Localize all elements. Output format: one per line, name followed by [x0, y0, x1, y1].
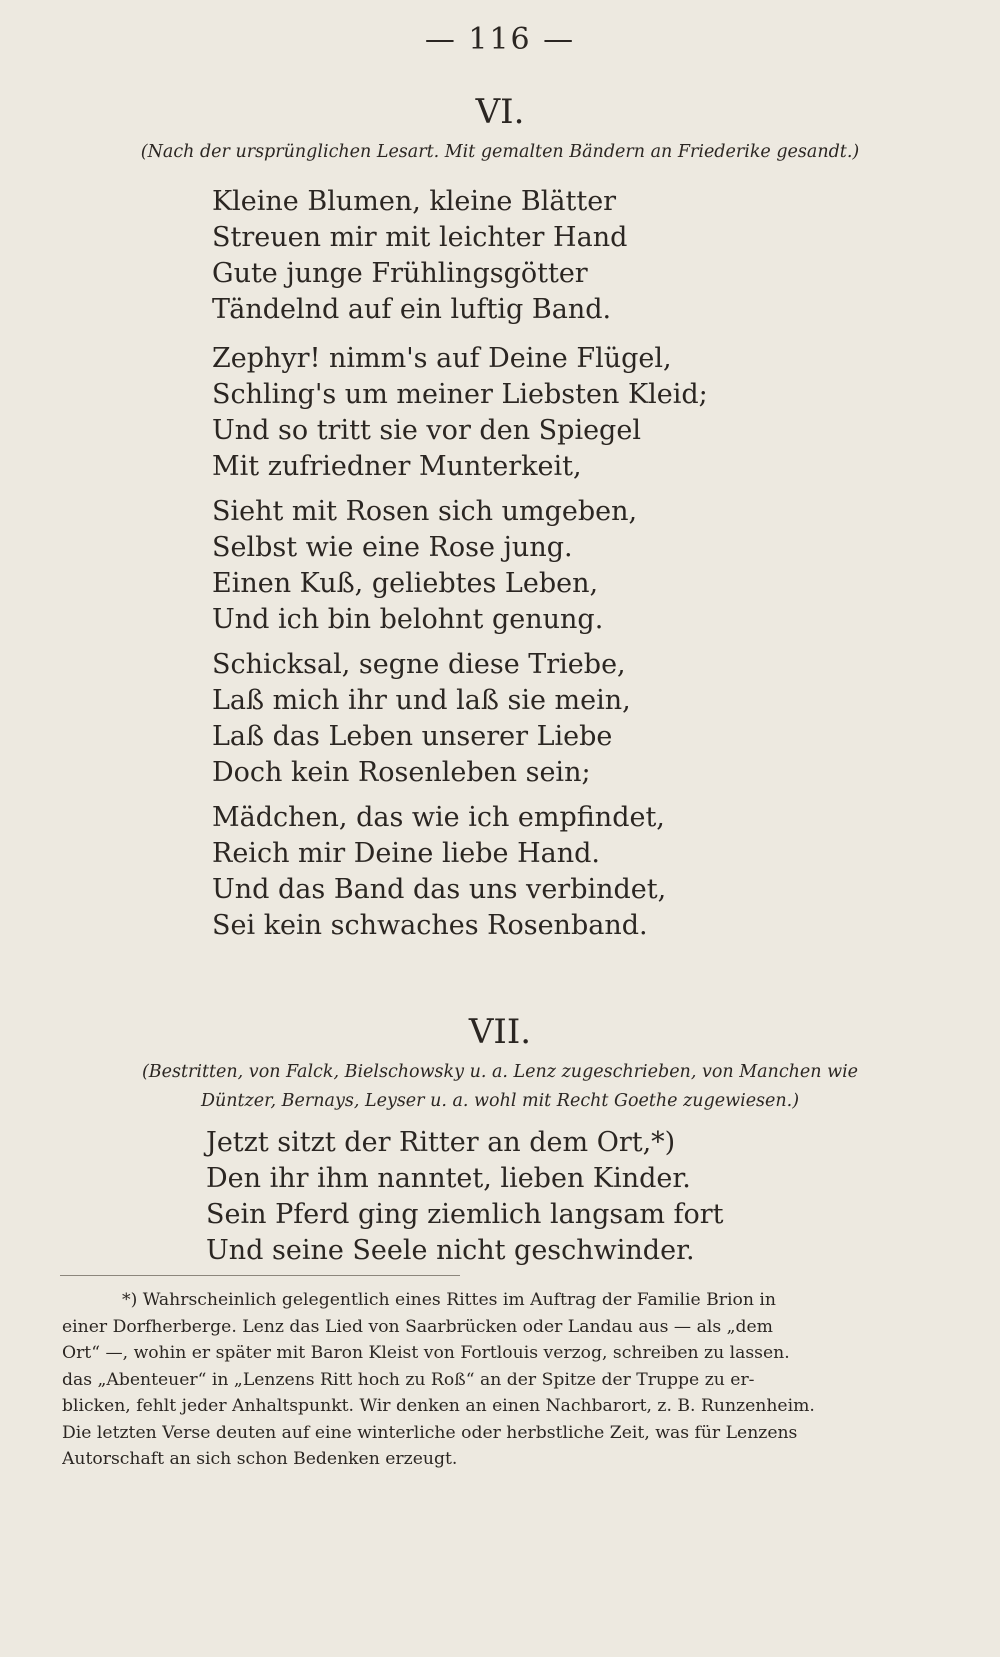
- verse-line: Sieht mit Rosen sich umgeben,: [212, 496, 638, 527]
- verse-line: Sei kein schwaches Rosenband.: [212, 910, 648, 941]
- verse-line: Sein Pferd ging ziemlich langsam fort: [206, 1199, 724, 1230]
- footnote-line: blicken, fehlt jeder Anhaltspunkt. Wir denken an einen Nachbarort, z. B. Runzenheim.: [62, 1396, 815, 1416]
- verse-line: Einen Kuß, geliebtes Leben,: [212, 568, 599, 599]
- verse-line: Streuen mir mit leichter Hand: [212, 222, 628, 253]
- verse-line: Zephyr! nimm's auf Deine Flügel,: [212, 343, 672, 374]
- footnote-divider: [60, 1275, 460, 1276]
- stanza-4: [212, 647, 912, 791]
- verse-line: Und ich bin belohnt genung.: [212, 604, 604, 635]
- section-note-vi: (Nach der ursprünglichen Lesart. Mit gemalten Bändern an Friederike gesandt.): [140, 142, 860, 162]
- stanza-vii: [206, 1125, 906, 1269]
- verse-line: Tändelnd auf ein luftig Band.: [212, 294, 612, 325]
- page-number: — 116 —: [424, 22, 576, 57]
- footnote-line: das „Abenteuer“ in „Lenzens Ritt hoch zu Roß“ an der Spitze der Truppe zu er-: [62, 1369, 755, 1390]
- section-note-vii-line1: (Bestritten, von Falck, Bielschowsky u. a. Lenz zugeschrieben, von Manchen wie: [141, 1062, 859, 1082]
- footnote-line: Ort“ —, wohin er später mit Baron Kleist von Fortlouis verzog, schreiben zu lassen.: [62, 1343, 790, 1363]
- verse-line: Und das Band das uns verbindet,: [212, 874, 667, 905]
- verse-line: Doch kein Rosenleben sein;: [212, 757, 591, 788]
- verse-line: Und seine Seele nicht geschwinder.: [206, 1235, 695, 1266]
- footnote: [62, 1287, 892, 1473]
- section-heading-vi: VI.: [475, 92, 525, 132]
- footnote-line: Autorschaft an sich schon Bedenken erzeugt.: [62, 1449, 458, 1469]
- footnote-line: einer Dorfherberge. Lenz das Lied von Saarbrücken oder Landau aus — als „dem: [62, 1316, 773, 1337]
- stanza-3: [212, 494, 912, 638]
- verse-line: Kleine Blumen, kleine Blätter: [212, 186, 617, 217]
- footnote-line: *) Wahrscheinlich gelegentlich eines Rittes im Auftrag der Familie Brion in: [122, 1290, 776, 1310]
- stanza-5: [212, 800, 912, 944]
- verse-line: Und so tritt sie vor den Spiegel: [212, 415, 641, 446]
- verse-line: Laß mich ihr und laß sie mein,: [212, 685, 631, 716]
- verse-line: Gute junge Frühlingsgötter: [212, 258, 588, 289]
- verse-line: Laß das Leben unserer Liebe: [212, 721, 613, 752]
- verse-line: Den ihr ihm nanntet, lieben Kinder.: [206, 1163, 691, 1194]
- verse-line: Schling's um meiner Liebsten Kleid;: [212, 379, 708, 410]
- verse-line: Mit zufriedner Munterkeit,: [212, 451, 582, 482]
- verse-line: Reich mir Deine liebe Hand.: [212, 838, 600, 869]
- stanza-2: [212, 341, 912, 485]
- stanza-1: [212, 184, 912, 328]
- section-note-vii-line2: Düntzer, Bernays, Leyser u. a. wohl mit Recht Goethe zugewiesen.): [200, 1091, 800, 1111]
- footnote-line: Die letzten Verse deuten auf eine winterliche oder herbstliche Zeit, was für Lenzens: [62, 1422, 798, 1443]
- verse-line: Mädchen, das wie ich empfindet,: [212, 802, 665, 833]
- verse-line: Jetzt sitzt der Ritter an dem Ort,*): [206, 1127, 676, 1158]
- section-heading-vii: VII.: [468, 1012, 532, 1052]
- verse-line: Selbst wie eine Rose jung.: [212, 532, 573, 563]
- verse-line: Schicksal, segne diese Triebe,: [212, 649, 626, 680]
